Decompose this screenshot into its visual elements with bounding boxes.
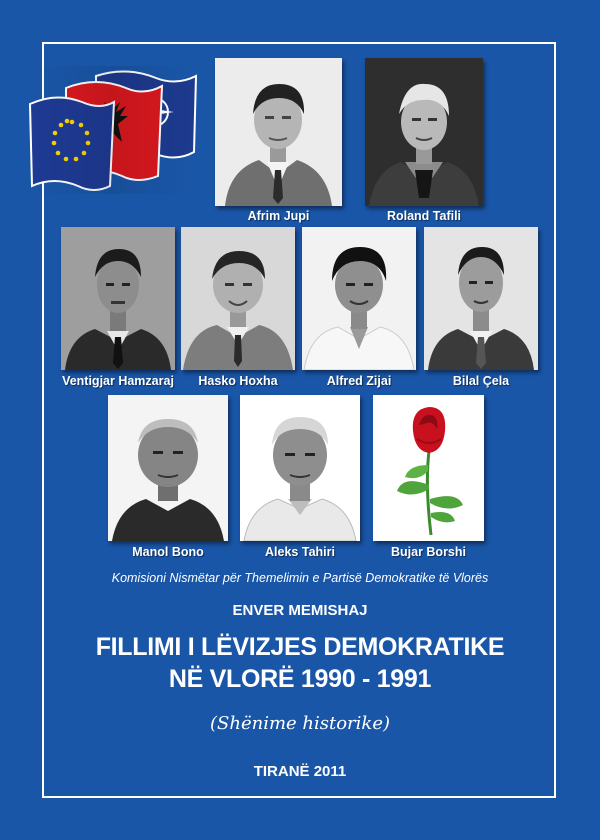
red-rose-icon xyxy=(373,395,484,541)
portrait-photo xyxy=(61,227,175,370)
portrait-photo xyxy=(215,58,342,206)
portrait-caption: Hasko Hoxha xyxy=(198,374,278,388)
portrait-caption: Bilal Çela xyxy=(452,374,510,388)
portrait-photo xyxy=(240,395,360,541)
portrait-caption: Alfred Zijai xyxy=(326,374,392,388)
portrait-caption: Bujar Borshi xyxy=(390,545,466,559)
eu-albania-nato-flags-icon xyxy=(26,66,198,194)
portrait-photo xyxy=(302,227,416,370)
portrait-caption: Ventigjar Hamzaraj xyxy=(62,374,174,388)
portrait-photo xyxy=(108,395,228,541)
publication-place-year: TIRANË 2011 xyxy=(253,763,347,780)
portrait-caption: Manol Bono xyxy=(132,545,204,559)
portrait-photo xyxy=(365,58,483,206)
commission-subtitle: Komisioni Nismëtar për Themelimin e Partisë Demokratike të Vlorës xyxy=(111,571,489,585)
portrait-caption: Roland Tafili xyxy=(386,209,462,223)
book-title-line-2: NË VLORË 1990 - 1991 xyxy=(168,665,432,693)
portrait-photo xyxy=(424,227,538,370)
portrait-photo xyxy=(181,227,295,370)
portrait-caption: Afrim Jupi xyxy=(247,209,310,223)
historical-notes-label: (Shënime historike) xyxy=(210,713,390,734)
book-title-line-1: FILLIMI I LËVIZJES DEMOKRATIKE xyxy=(95,633,505,661)
portrait-caption: Aleks Tahiri xyxy=(265,545,335,559)
author-name: ENVER MEMISHAJ xyxy=(232,602,368,619)
